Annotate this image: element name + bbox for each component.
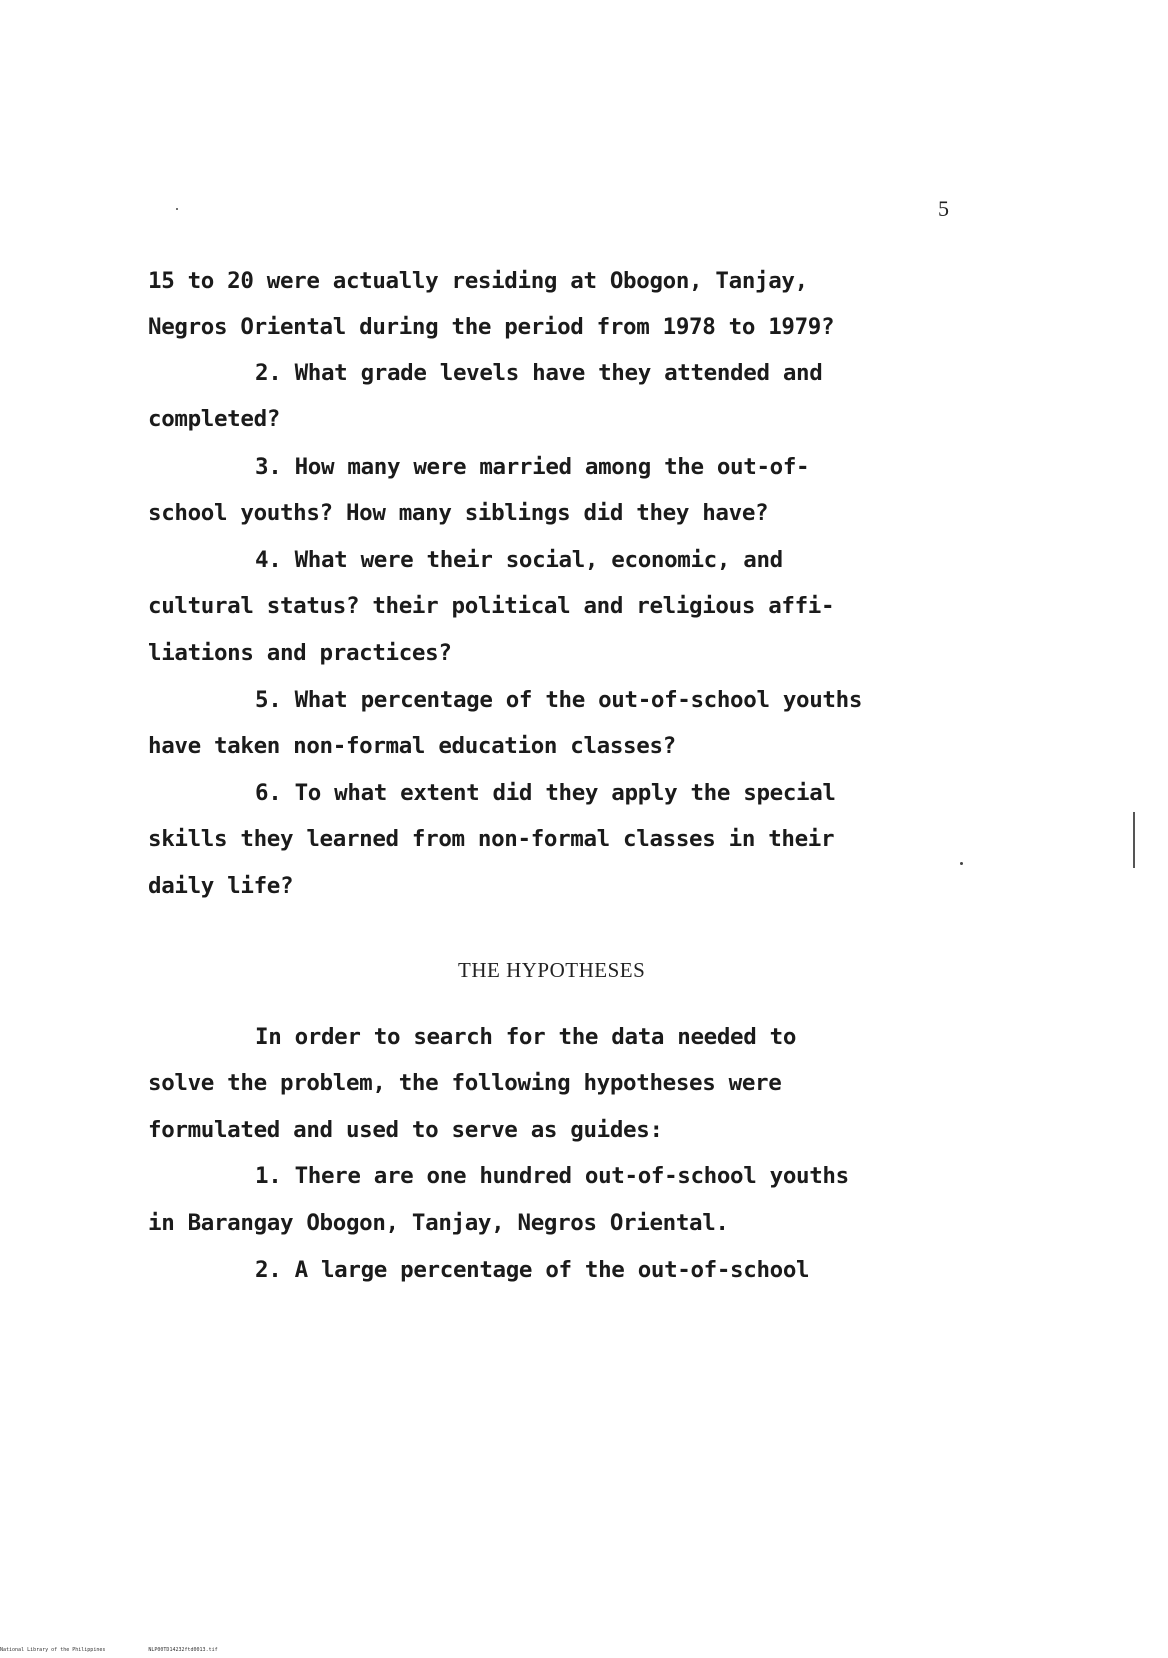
hypothesis-1-line-2: in Barangay Obogon, Tanjay, Negros Oriental. xyxy=(148,1210,729,1236)
hypothesis-1-line-1: 1. There are one hundred out-of-school youths xyxy=(255,1163,849,1189)
hypotheses-intro-line-3: formulated and used to serve as guides: xyxy=(148,1117,663,1143)
page-number: 5 xyxy=(938,196,949,221)
margin-mark xyxy=(1133,812,1135,868)
question-6-line-3: daily life? xyxy=(148,873,294,899)
footer-file: NLP00TD14232ftd0013.tif xyxy=(148,1647,218,1653)
hypothesis-2-line-1: 2. A large percentage of the out-of-school xyxy=(255,1257,810,1283)
question-2-line-2: completed? xyxy=(148,406,280,432)
question-3-line-2: school youths? How many siblings did they have? xyxy=(148,500,769,526)
question-6-line-1: 6. To what extent did they apply the special xyxy=(255,780,836,806)
hypotheses-intro-line-1: In order to search for the data needed to xyxy=(255,1024,797,1050)
question-2-line-1: 2. What grade levels have they attended and xyxy=(255,360,823,386)
scan-footer xyxy=(0,1647,258,1653)
scan-speck xyxy=(960,862,963,865)
question-6-line-2: skills they learned from non-formal classes in their xyxy=(148,826,835,852)
question-4-line-1: 4. What were their social, economic, and xyxy=(255,547,783,573)
text-line-2: Negros Oriental during the period from 1978 to 1979? xyxy=(148,314,835,340)
text-line-1: 15 to 20 were actually residing at Obogon, Tanjay, xyxy=(148,268,808,294)
question-4-line-3: liations and practices? xyxy=(148,640,452,666)
footer-library: National Library of the Philippines xyxy=(0,1647,106,1653)
section-heading: THE HYPOTHESES xyxy=(458,958,646,982)
question-3-line-1: 3. How many were married among the out-of- xyxy=(255,454,810,480)
question-5-line-1: 5. What percentage of the out-of-school youths xyxy=(255,687,863,713)
question-4-line-2: cultural status? their political and religious affi- xyxy=(148,593,835,619)
question-5-line-2: have taken non-formal education classes? xyxy=(148,733,676,759)
hypotheses-intro-line-2: solve the problem, the following hypotheses were xyxy=(148,1070,782,1096)
scan-speck xyxy=(176,208,178,210)
